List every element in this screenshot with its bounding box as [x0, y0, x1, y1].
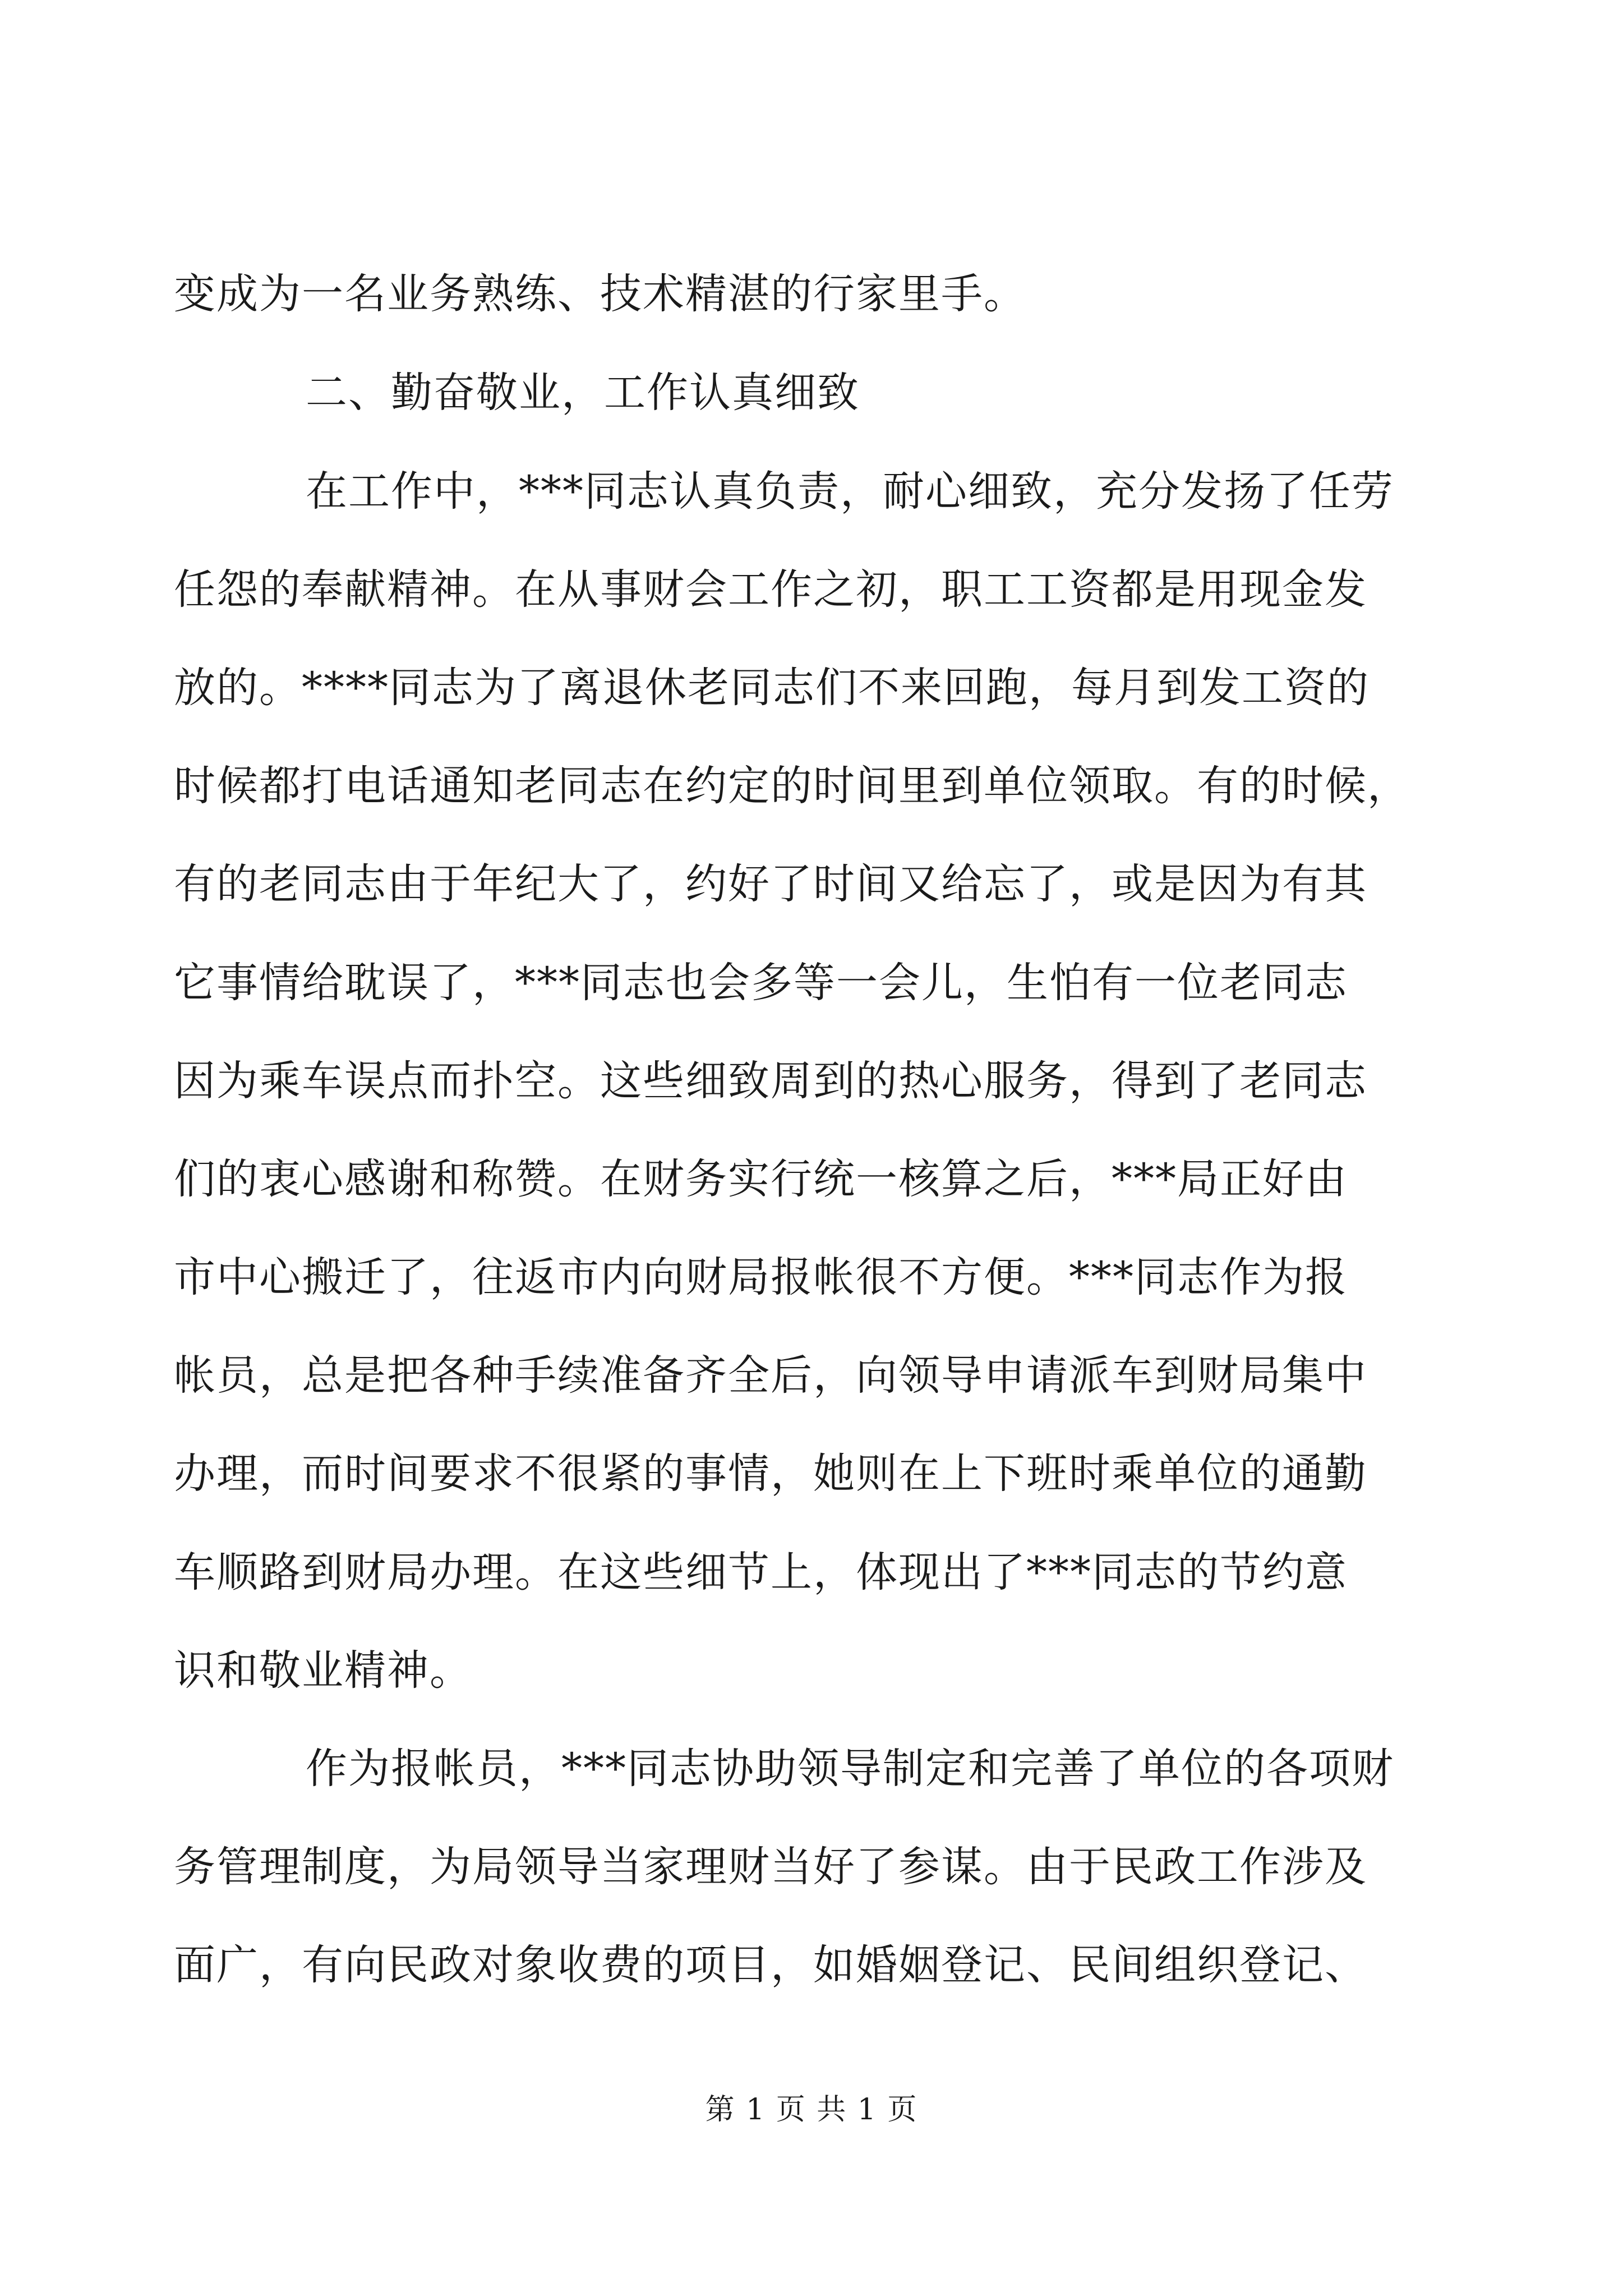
- paragraph-line: 因为乘车误点而扑空。这些细致周到的热心服务，得到了老同志: [174, 1057, 1367, 1105]
- paragraph-line: 时候都打电话通知老同志在约定的时间里到单位领取。有的时候，: [174, 762, 1410, 810]
- paragraph-line: 帐员，总是把各种手续准备齐全后，向领导申请派车到财局集中: [174, 1351, 1367, 1400]
- paragraph-line: 办理，而时间要求不很紧的事情，她则在上下班时乘单位的通勤: [174, 1450, 1367, 1498]
- paragraph-line: 面广，有向民政对象收费的项目，如婚姻登记、民间组织登记、: [174, 1941, 1367, 1989]
- paragraph-line: 识和敬业精神。: [174, 1646, 472, 1695]
- paragraph-line: 作为报帐员，***同志协助领导制定和完善了单位的各项财: [306, 1745, 1394, 1793]
- paragraph-line: 务管理制度，为局领导当家理财当好了参谋。由于民政工作涉及: [174, 1843, 1367, 1891]
- paragraph-line: 在工作中，***同志认真负责，耐心细致，充分发扬了任劳: [306, 467, 1394, 516]
- paragraph-line: 车顺路到财局办理。在这些细节上，体现出了***同志的节约意: [174, 1548, 1348, 1596]
- paragraph-line: 任怨的奉献精神。在从事财会工作之初，职工工资都是用现金发: [174, 565, 1367, 614]
- section-heading: 二、勤奋敬业，工作认真细致: [306, 369, 860, 417]
- paragraph-line: 市中心搬迁了，往返市内向财局报帐很不方便。***同志作为报: [174, 1253, 1348, 1301]
- paragraph-line: 有的老同志由于年纪大了，约好了时间又给忘了，或是因为有其: [174, 860, 1367, 908]
- paragraph-line: 变成为一名业务熟练、技术精湛的行家里手。: [174, 270, 1026, 318]
- paragraph-line: 它事情给耽误了，***同志也会多等一会儿，生怕有一位老同志: [174, 959, 1348, 1007]
- paragraph-line: 放的。****同志为了离退休老同志们不来回跑，每月到发工资的: [174, 664, 1370, 712]
- paragraph-line: 们的衷心感谢和称赞。在财务实行统一核算之后，***局正好由: [174, 1155, 1348, 1203]
- page-number-footer: 第 1 页 共 1 页: [705, 2093, 918, 2127]
